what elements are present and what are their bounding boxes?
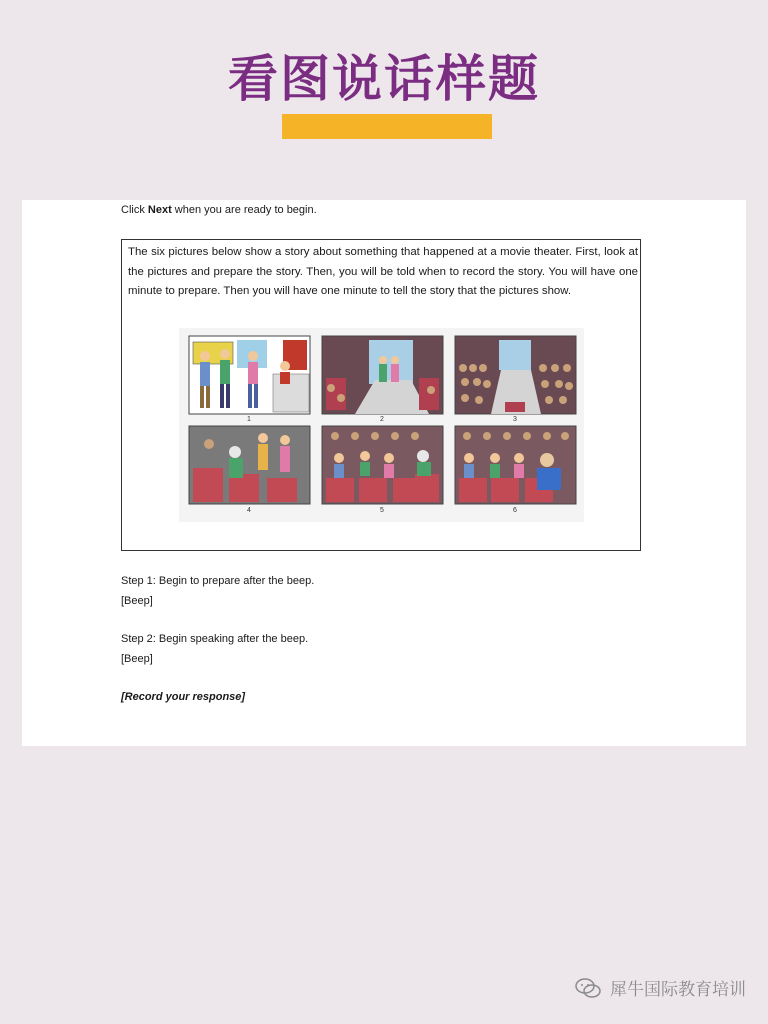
picture-number-3: 3 — [513, 416, 517, 423]
picture-3 — [455, 336, 576, 414]
picture-number-6: 6 — [513, 507, 517, 514]
watermark — [574, 975, 746, 1000]
story-pictures — [179, 328, 584, 522]
picture-1 — [189, 336, 310, 414]
step-2-text: Step 2: Begin speaking after the beep. — [121, 633, 309, 645]
step-1-text: Step 1: Begin to prepare after the beep. — [121, 575, 315, 587]
page-title: 看图说话样题 — [228, 50, 540, 108]
wechat-icon — [574, 977, 602, 999]
record-response-text: [Record your response] — [121, 691, 246, 703]
beep-1-text: [Beep] — [121, 595, 153, 607]
beep-2-text: [Beep] — [121, 653, 153, 665]
title-underline-bar — [282, 114, 492, 139]
picture-number-5: 5 — [380, 507, 384, 514]
next-label: Next — [147, 204, 172, 216]
picture-number-4: 4 — [247, 507, 251, 514]
intro-line: Click Next when you are ready to begin. — [121, 204, 317, 216]
picture-number-2: 2 — [380, 416, 384, 423]
prompt-box — [121, 239, 641, 551]
picture-6 — [455, 426, 576, 504]
picture-2 — [322, 336, 443, 414]
picture-5 — [322, 426, 443, 504]
watermark-text: 犀牛国际教育培训 — [610, 980, 746, 1000]
prompt-text: The six pictures below show a story about something that happened at a movie theater. First, look at the pictures and prepare the story. Then, you will be told when to record the story. You will have one minute to prepare. Then you will have one minute to tell the story that the pictures show. — [128, 246, 638, 297]
picture-4 — [189, 426, 310, 504]
picture-number-1: 1 — [247, 416, 251, 423]
document-panel — [22, 200, 746, 746]
